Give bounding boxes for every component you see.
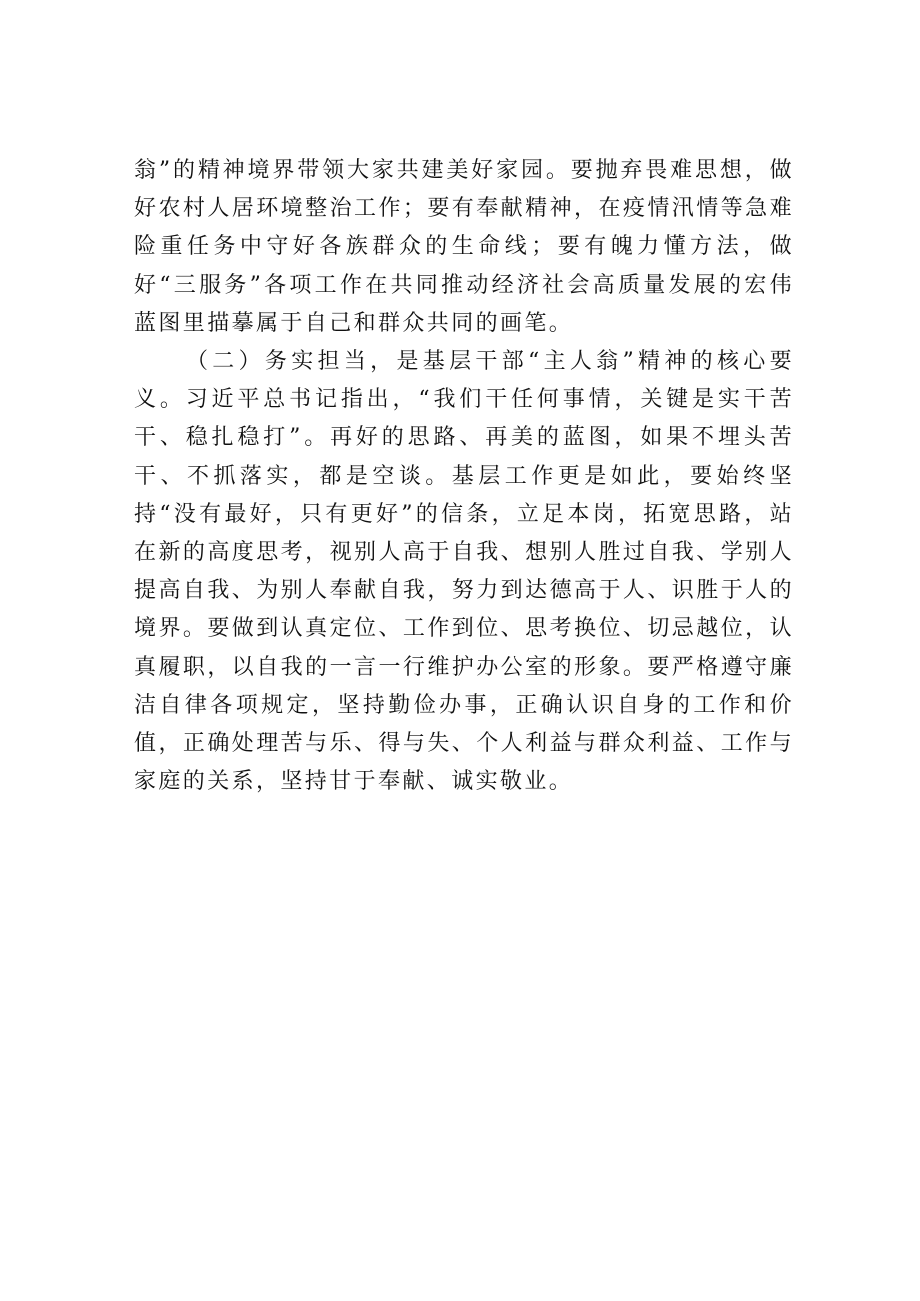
paragraph-continuation: 翁”的精神境界带领大家共建美好家园。要抛弃畏难思想，做好农村人居环境整治工作；要有奉献精神，在疫情汛情等急难险重任务中守好各族群众的生命线；要有魄力懂方法，做好“三服务”各项工作在共同推动经济社会高质量发展的宏伟蓝图里描摹属于自己和群众共同的画笔。 bbox=[134, 158, 794, 336]
document-body bbox=[134, 152, 794, 801]
paragraph-practical-responsibility: （二）务实担当，是基层干部“主人翁”精神的核心要义。习近平总书记指出，“我们干任何事情，关键是实干苦干、稳扎稳打”。再好的思路、再美的蓝图，如果不埋头苦干、不抓落实，都是空谈。基层工作更是如此，要始终坚持“没有最好，只有更好”的信条，立足本岗，拓宽思路，站在新的高度思考，视别人高于自我、想别人胜过自我、学别人提高自我、为别人奉献自我，努力到达德高于人、识胜于人的境界。要做到认真定位、工作到位、思考换位、切忌越位，认真履职，以自我的一言一行维护办公室的形象。要严格遵守廉洁自律各项规定，坚持勤俭办事，正确认识自身的工作和价值，正确处理苦与乐、得与失、个人利益与群众利益、工作与家庭的关系，坚持甘于奉献、诚实敬业。 bbox=[134, 349, 794, 795]
